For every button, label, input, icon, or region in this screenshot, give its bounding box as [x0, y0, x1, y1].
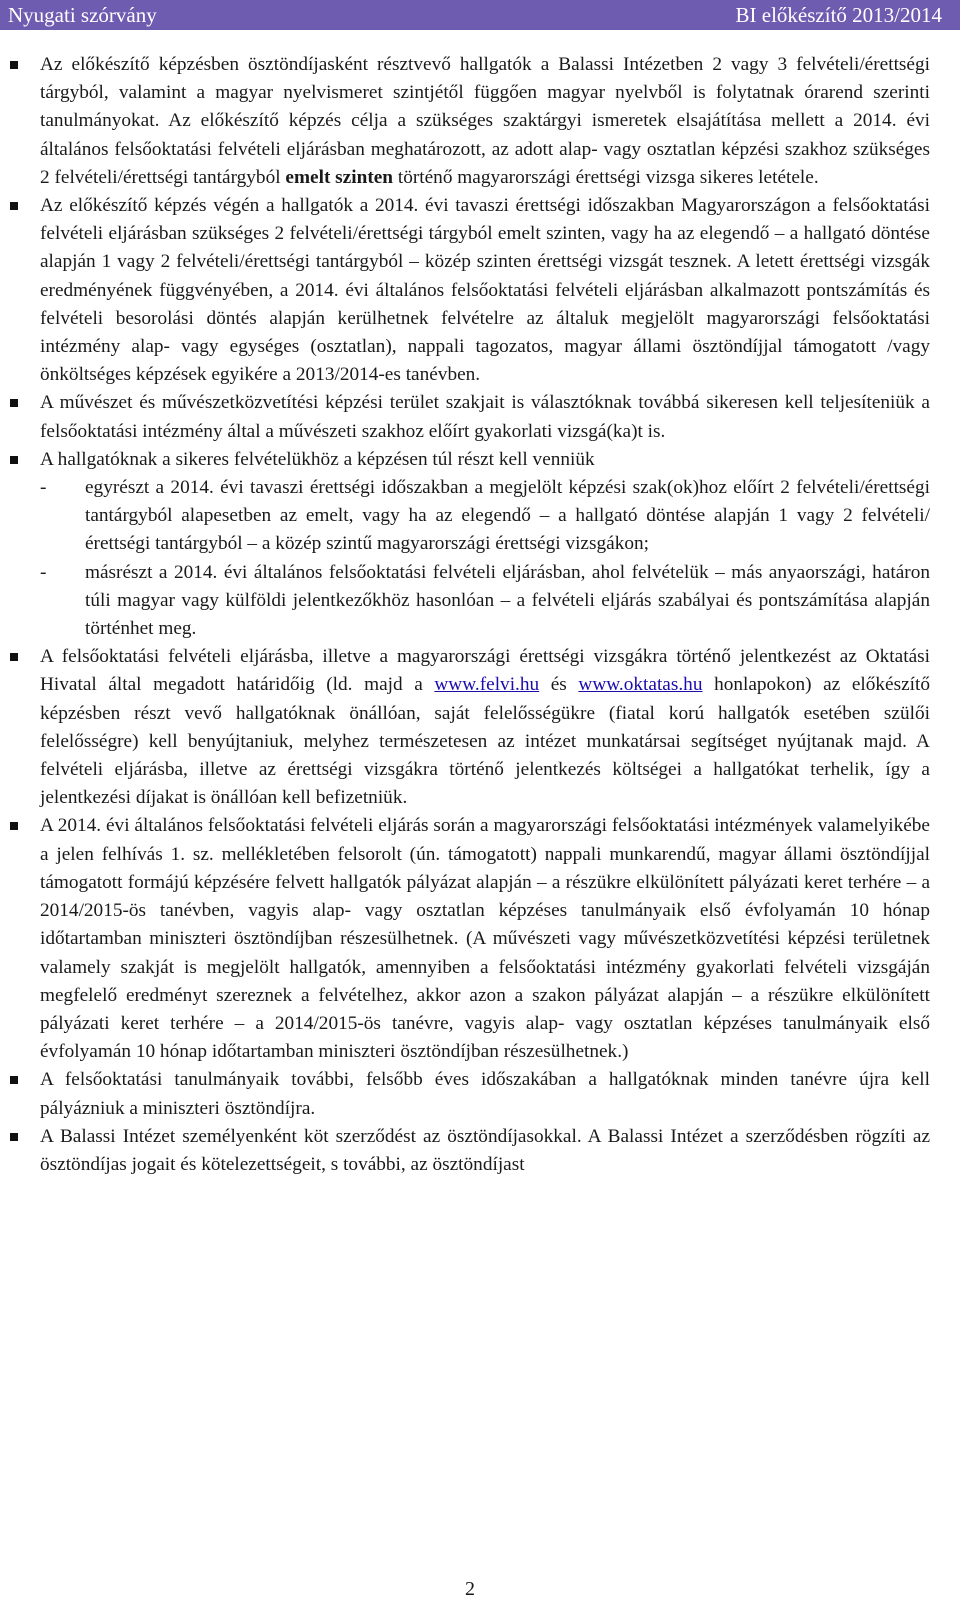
bullet-text: A Balassi Intézet személyenként köt szerződést az ösztöndíjasokkal. A Balassi Intézet a szerződésben rögzíti az ösztöndíjas jogait és kötelezettségeit, s további, az ösztöndíjast	[40, 1125, 930, 1175]
square-bullet-icon	[10, 1076, 18, 1084]
bullet-text: Az előkészítő képzés végén a hallgatók a 2014. évi tavaszi érettségi időszakban Magyarországon a felsőoktatási felvételi eljárásban szükséges 2 felvételi/érettségi tárgyból emelt szinten, vagy ha az elegendő – a hallgató döntése alapján 1 vagy 2 felvételi/érettségi tantárgyból – közép szinten érettségi vizsgát tesznek. A letett érettségi vizsgák eredményének függvényében, a 2014. évi általános felsőoktatási felvételi eljárásban alkalmazott pontszámítás és felvételi besorolási döntés alapján kerülhetnek felvételre az általuk megjelölt magyarországi felsőoktatási intézmény alap- vagy egységes (osztatlan), nappali tagozatos, magyar állami ösztöndíjjal támogatott /vagy önköltséges képzések egyikére a 2013/2014-es tanévben.	[40, 195, 930, 386]
dash-item-text: másrészt a 2014. évi általános felsőoktatási felvételi eljárásban, ahol felvételük – más anyaországi, határon túli magyar vagy külföldi jelentkezőkhöz hasonlóan – a felvételi eljárás szabályai és pontszámítása alapján történhet meg.	[85, 561, 930, 640]
header-right-title: BI előkészítő 2013/2014	[735, 3, 942, 27]
square-bullet-icon	[10, 61, 18, 69]
bullet-list	[10, 51, 930, 1179]
oktatas-link[interactable]: www.oktatas.hu	[578, 674, 703, 696]
bold-text: emelt szinten	[285, 166, 394, 188]
bullet-text: honlapokon) az előkészítő képzésben részt vevő hallgatóknak önállóan, saját felelősségükre (fiatal korú hallgatók esetében szülői felelősségre) kell benyújtaniuk, melyhez természetesen az intézet munkatársai segítséget nyújtanak majd. A felvételi eljárásba, illetve az érettségi vizsgákra történő jelentkezés költségei a hallgatókat terhelik, így a jelentkezési díjakat is önállóan kell befizetniük.	[40, 674, 930, 809]
dash-sublist	[40, 474, 930, 643]
dash-item	[40, 559, 930, 644]
square-bullet-icon	[10, 653, 18, 661]
bullet-text: A művészet és művészetközvetítési képzési terület szakjait is választóknak továbbá sikeresen kell teljesíteniük a felsőoktatási intézmény által a művészeti szakhoz előírt gyakorlati vizsgá(ka)t is.	[40, 392, 930, 442]
page-number: 2	[465, 1578, 475, 1600]
bullet-item	[10, 812, 930, 1066]
dash-item-text: egyrészt a 2014. évi tavaszi érettségi időszakban a megjelölt képzési szak(ok)hoz előírt 2 felvételi/érettségi tantárgyból alapesetben az emelt, vagy ha az elegendő – a hallgató döntése alapján 1 vagy 2 felvételi/érettségi tantárgyból – a közép szintű magyarországi érettségi vizsgákon;	[85, 477, 930, 555]
square-bullet-icon	[10, 399, 18, 407]
bullet-item	[10, 643, 930, 812]
bullet-item	[10, 51, 930, 192]
bullet-text: történő magyarországi érettségi vizsga sikeres letétele.	[393, 166, 819, 188]
square-bullet-icon	[10, 1133, 18, 1141]
felvi-link[interactable]: www.felvi.hu	[434, 674, 540, 696]
bullet-text: Az előkészítő képzésben ösztöndíjasként résztvevő hallgatók a Balassi Intézetben 2 vagy 3 felvételi/érettségi tárgyból, valamint a magyar nyelvismeret szintjétől függően magyar nyelvből is folytatnak órarend szerinti tanulmányokat. Az előkészítő képzés célja a szükséges szaktárgyi ismeretek elsajátítása mellett a 2014. évi általános felsőoktatási felvételi eljárásban meghatározott, az adott alap- vagy osztatlan képzési szakhoz szükséges 2 felvételi/érettségi tantárgyból	[40, 54, 930, 188]
bullet-text: és	[539, 674, 579, 696]
square-bullet-icon	[10, 202, 18, 210]
page-header	[0, 0, 960, 30]
bullet-text: A felsőoktatási felvételi eljárásba, illetve a magyarországi érettségi vizsgákra történő jelentkezést az Oktatási Hivatal által megadott határidőig (ld. majd a	[40, 646, 930, 696]
bullet-item	[10, 389, 930, 445]
bullet-text: A felsőoktatási tanulmányaik további, felsőbb éves időszakában a hallgatóknak minden tanévre újra kell pályázniuk a miniszteri ösztöndíjra.	[40, 1069, 930, 1119]
bullet-item	[10, 446, 930, 643]
dash-marker: -	[40, 477, 47, 499]
square-bullet-icon	[10, 456, 18, 464]
bullet-item	[10, 192, 930, 389]
bullet-text: A 2014. évi általános felsőoktatási felvételi eljárás során a magyarországi felsőoktatási intézmények valamelyikébe a jelen felhívás 1. sz. mellékletében felsorolt (ún. támogatott) nappali munkarendű, magyar állami ösztöndíjjal támogatott formájú képzésére felvett hallgatók pályázat alapján – a részükre elkülönített pályázati keret terhére – a 2014/2015-ös tanévben, vagyis alap- vagy osztatlan képzéses tanulmányaik első évfolyamán 10 hónap időtartamban miniszteri ösztöndíjban részesülhetnek. (A művészeti vagy művészetközvetítési képzési területnek valamely szakját is megjelölt hallgatók, amennyiben a felsőoktatási intézmény gyakorlati felvételi vizsgáján megfelelő eredményt szereznek a felvételhez, akkor azon a szakon pályázat alapján – a részükre elkülönített pályázati keret terhére – a 2014/2015-ös tanévre, vagyis alap- vagy osztatlan képzéses tanulmányaik első évfolyamán 10 hónap időtartamban miniszteri ösztöndíjban részesülhetnek.)	[40, 815, 930, 1063]
dash-marker: -	[40, 561, 47, 583]
bullet-item	[10, 1066, 930, 1122]
header-left-title: Nyugati szórvány	[8, 3, 157, 27]
square-bullet-icon	[10, 822, 18, 830]
bullet-item	[10, 1123, 930, 1179]
document-body	[10, 51, 930, 1179]
dash-item	[40, 474, 930, 559]
bullet-text: A hallgatóknak a sikeres felvételükhöz a képzésen túl részt kell venniük	[40, 448, 595, 470]
